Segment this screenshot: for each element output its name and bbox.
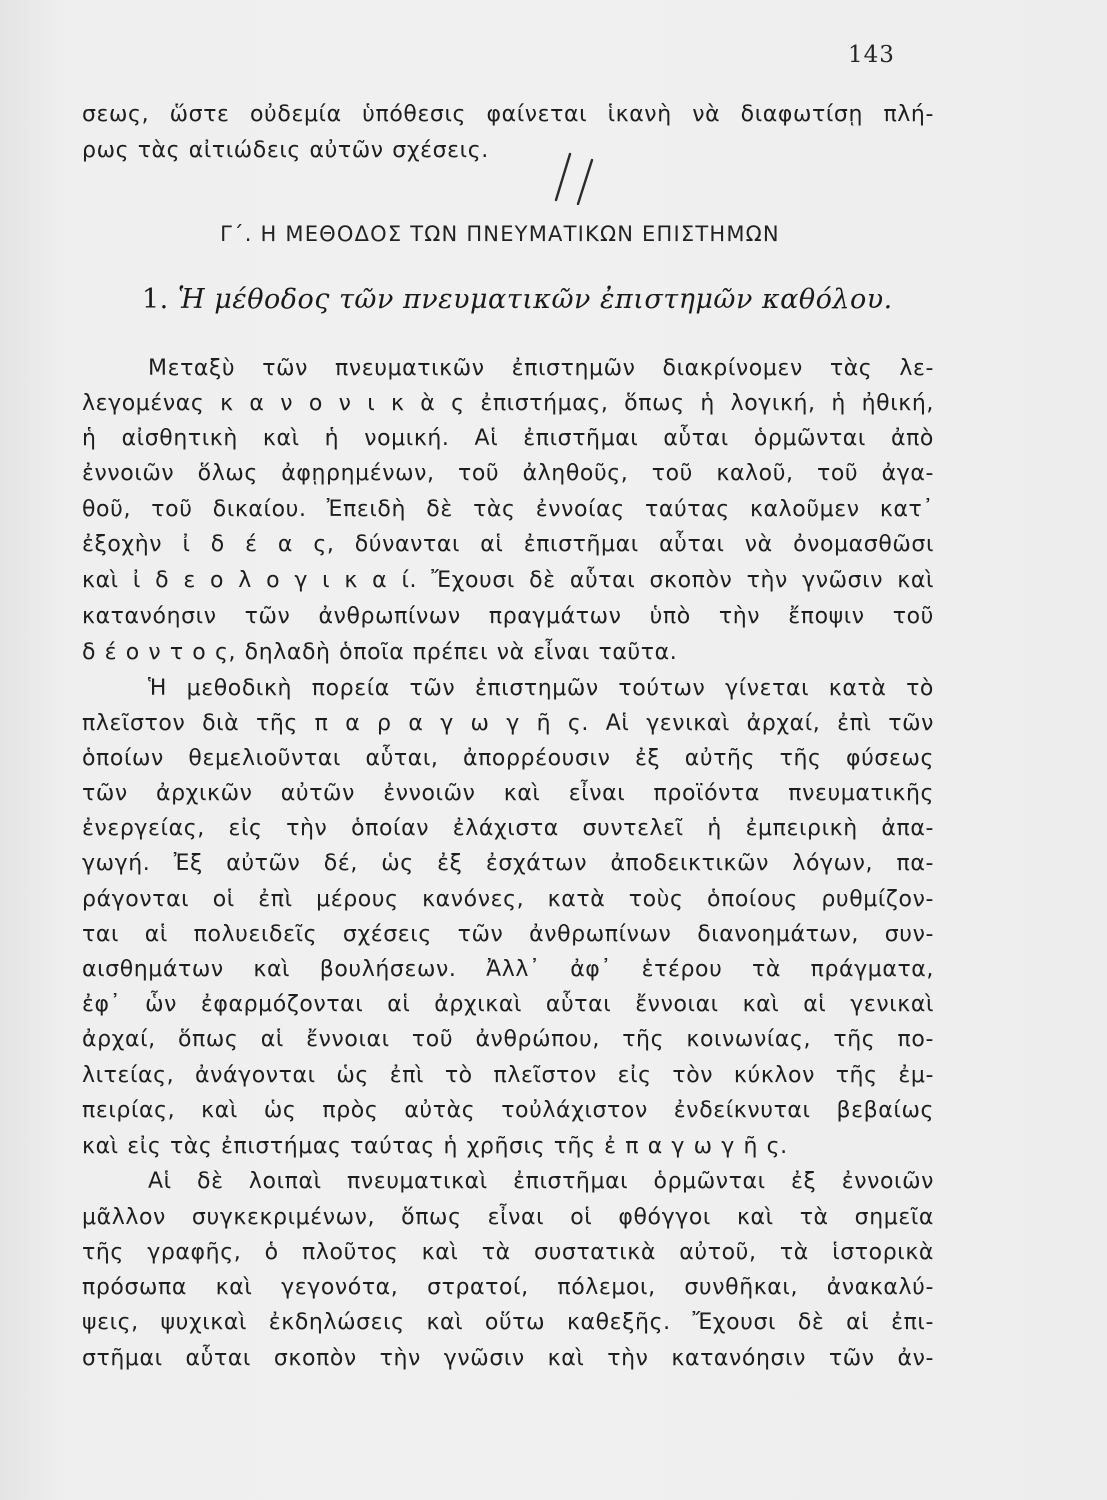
text-line: καὶ εἰς τὰς ἐπιστήμας ταύτας ἡ χρῆσις τῆς ἐ π α γ ω γ ῆ ς. (82, 1134, 788, 1159)
subsection-number: 1. (142, 284, 169, 315)
page-number: 143 (848, 42, 895, 68)
text-line: σεως, ὥστε οὐδεμία ὑπόθεσις φαίνεται ἱκανὴ νὰ διαφωτίσῃ πλή- (82, 102, 934, 127)
text-line: Αἱ δὲ λοιπαὶ πνευματικαὶ ἐπιστῆμαι ὁρμῶνται ἐξ ἐννοιῶν (148, 1169, 934, 1194)
text-line: ἡ αἰσθητικὴ καὶ ἡ νομική. Αἱ ἐπιστῆμαι αὗται ὁρμῶνται ἀπὸ (82, 426, 934, 451)
text-line: γωγή. Ἐξ αὐτῶν δέ, ὡς ἐξ ἐσχάτων ἀποδεικτικῶν λόγων, πα- (82, 851, 934, 876)
handwritten-slash-mark (552, 150, 602, 205)
subsection-title: Ἡ μέθοδος τῶν πνευματικῶν ἐπιστημῶν καθόλου. (177, 284, 893, 315)
text-line: πρόσωπα καὶ γεγονότα, στρατοί, πόλεμοι, συνθῆκαι, ἀνακαλύ- (82, 1275, 934, 1300)
text-line: δ έ ο ν τ ο ς, δηλαδὴ ὁποῖα πρέπει νὰ εἶναι ταῦτα. (82, 640, 678, 665)
text-line: ἐφ᾽ ὧν ἐφαρμόζονται αἱ ἀρχικαὶ αὗται ἔννοιαι καὶ αἱ γενικαὶ (82, 992, 934, 1017)
text-line: ράγονται οἱ ἐπὶ μέρους κανόνες, κατὰ τοὺς ὁποίους ρυθμίζον- (82, 887, 934, 912)
text-line: τῶν ἀρχικῶν αὐτῶν ἐννοιῶν καὶ εἶναι προϊόντα πνευματικῆς (82, 781, 934, 806)
text-line: λεγομένας κ α ν ο ν ι κ ὰ ς ἐπιστήμας, ὅπως ἡ λογική, ἡ ἠθική, (82, 391, 934, 416)
text-line: ἀρχαί, ὅπως αἱ ἔννοιαι τοῦ ἀνθρώπου, τῆς κοινωνίας, τῆς πο- (82, 1027, 934, 1052)
text-line: πειρίας, καὶ ὡς πρὸς αὐτὰς τοὐλάχιστον ἐνδείκνυται βεβαίως (82, 1098, 934, 1123)
text-line: καὶ ἰ δ ε ο λ ο γ ι κ α ί. Ἔχουσι δὲ αὗται σκοπὸν τὴν γνῶσιν καὶ (82, 568, 934, 593)
text-line: αισθημάτων καὶ βουλήσεων. Ἀλλ᾽ ἀφ᾽ ἑτέρου τὰ πράγματα, (82, 957, 934, 982)
section-heading: Γ΄. Η ΜΕΘΟΔΟΣ ΤΩΝ ΠΝΕΥΜΑΤΙΚΩΝ ΕΠΙΣΤΗΜΩΝ (220, 222, 780, 246)
text-line: μᾶλλον συγκεκριμένων, ὅπως εἶναι οἱ φθόγγοι καὶ τὰ σημεῖα (82, 1205, 934, 1230)
text-line: ἐξοχὴν ἰ δ έ α ς, δύνανται αἱ ἐπιστῆμαι αὗται νὰ ὀνομασθῶσι (82, 532, 934, 557)
text-line: Ἡ μεθοδικὴ πορεία τῶν ἐπιστημῶν τούτων γίνεται κατὰ τὸ (148, 676, 934, 701)
text-line: στῆμαι αὗται σκοπὸν τὴν γνῶσιν καὶ τὴν κατανόησιν τῶν ἀν- (82, 1346, 934, 1371)
text-line: ρως τὰς αἰτιώδεις αὐτῶν σχέσεις. (82, 138, 489, 163)
text-line: ἐννοιῶν ὅλως ἀφῃρημένων, τοῦ ἀληθοῦς, τοῦ καλοῦ, τοῦ ἀγα- (82, 461, 934, 486)
text-line: ὁποίων θεμελιοῦνται αὗται, ἀπορρέουσιν ἐξ αὐτῆς τῆς φύσεως (82, 746, 934, 771)
text-line: πλεῖστον διὰ τῆς π α ρ α γ ω γ ῆ ς. Αἱ γενικαὶ ἀρχαί, ἐπὶ τῶν (82, 711, 934, 736)
text-line: κατανόησιν τῶν ἀνθρωπίνων πραγμάτων ὑπὸ τὴν ἔποψιν τοῦ (82, 604, 934, 629)
text-line: λιτείας, ἀνάγονται ὡς ἐπὶ τὸ πλεῖστον εἰς τὸν κύκλον τῆς ἐμ- (82, 1063, 934, 1088)
text-line: θοῦ, τοῦ δικαίου. Ἐπειδὴ δὲ τὰς ἐννοίας ταύτας καλοῦμεν κατ᾽ (82, 497, 934, 522)
text-line: ται αἱ πολυειδεῖς σχέσεις τῶν ἀνθρωπίνων διανοημάτων, συν- (82, 922, 934, 947)
text-line: τῆς γραφῆς, ὁ πλοῦτος καὶ τὰ συστατικὰ αὐτοῦ, τὰ ἱστορικὰ (82, 1240, 934, 1265)
subsection-heading (142, 284, 902, 315)
text-line: ψεις, ψυχικαὶ ἐκδηλώσεις καὶ οὕτω καθεξῆς. Ἔχουσι δὲ αἱ ἐπι- (82, 1310, 934, 1335)
text-line: ἐνεργείας, εἰς τὴν ὁποίαν ἐλάχιστα συντελεῖ ἡ ἐμπειρικὴ ἀπα- (82, 816, 934, 841)
text-line: Μεταξὺ τῶν πνευματικῶν ἐπιστημῶν διακρίνομεν τὰς λε- (148, 356, 934, 381)
